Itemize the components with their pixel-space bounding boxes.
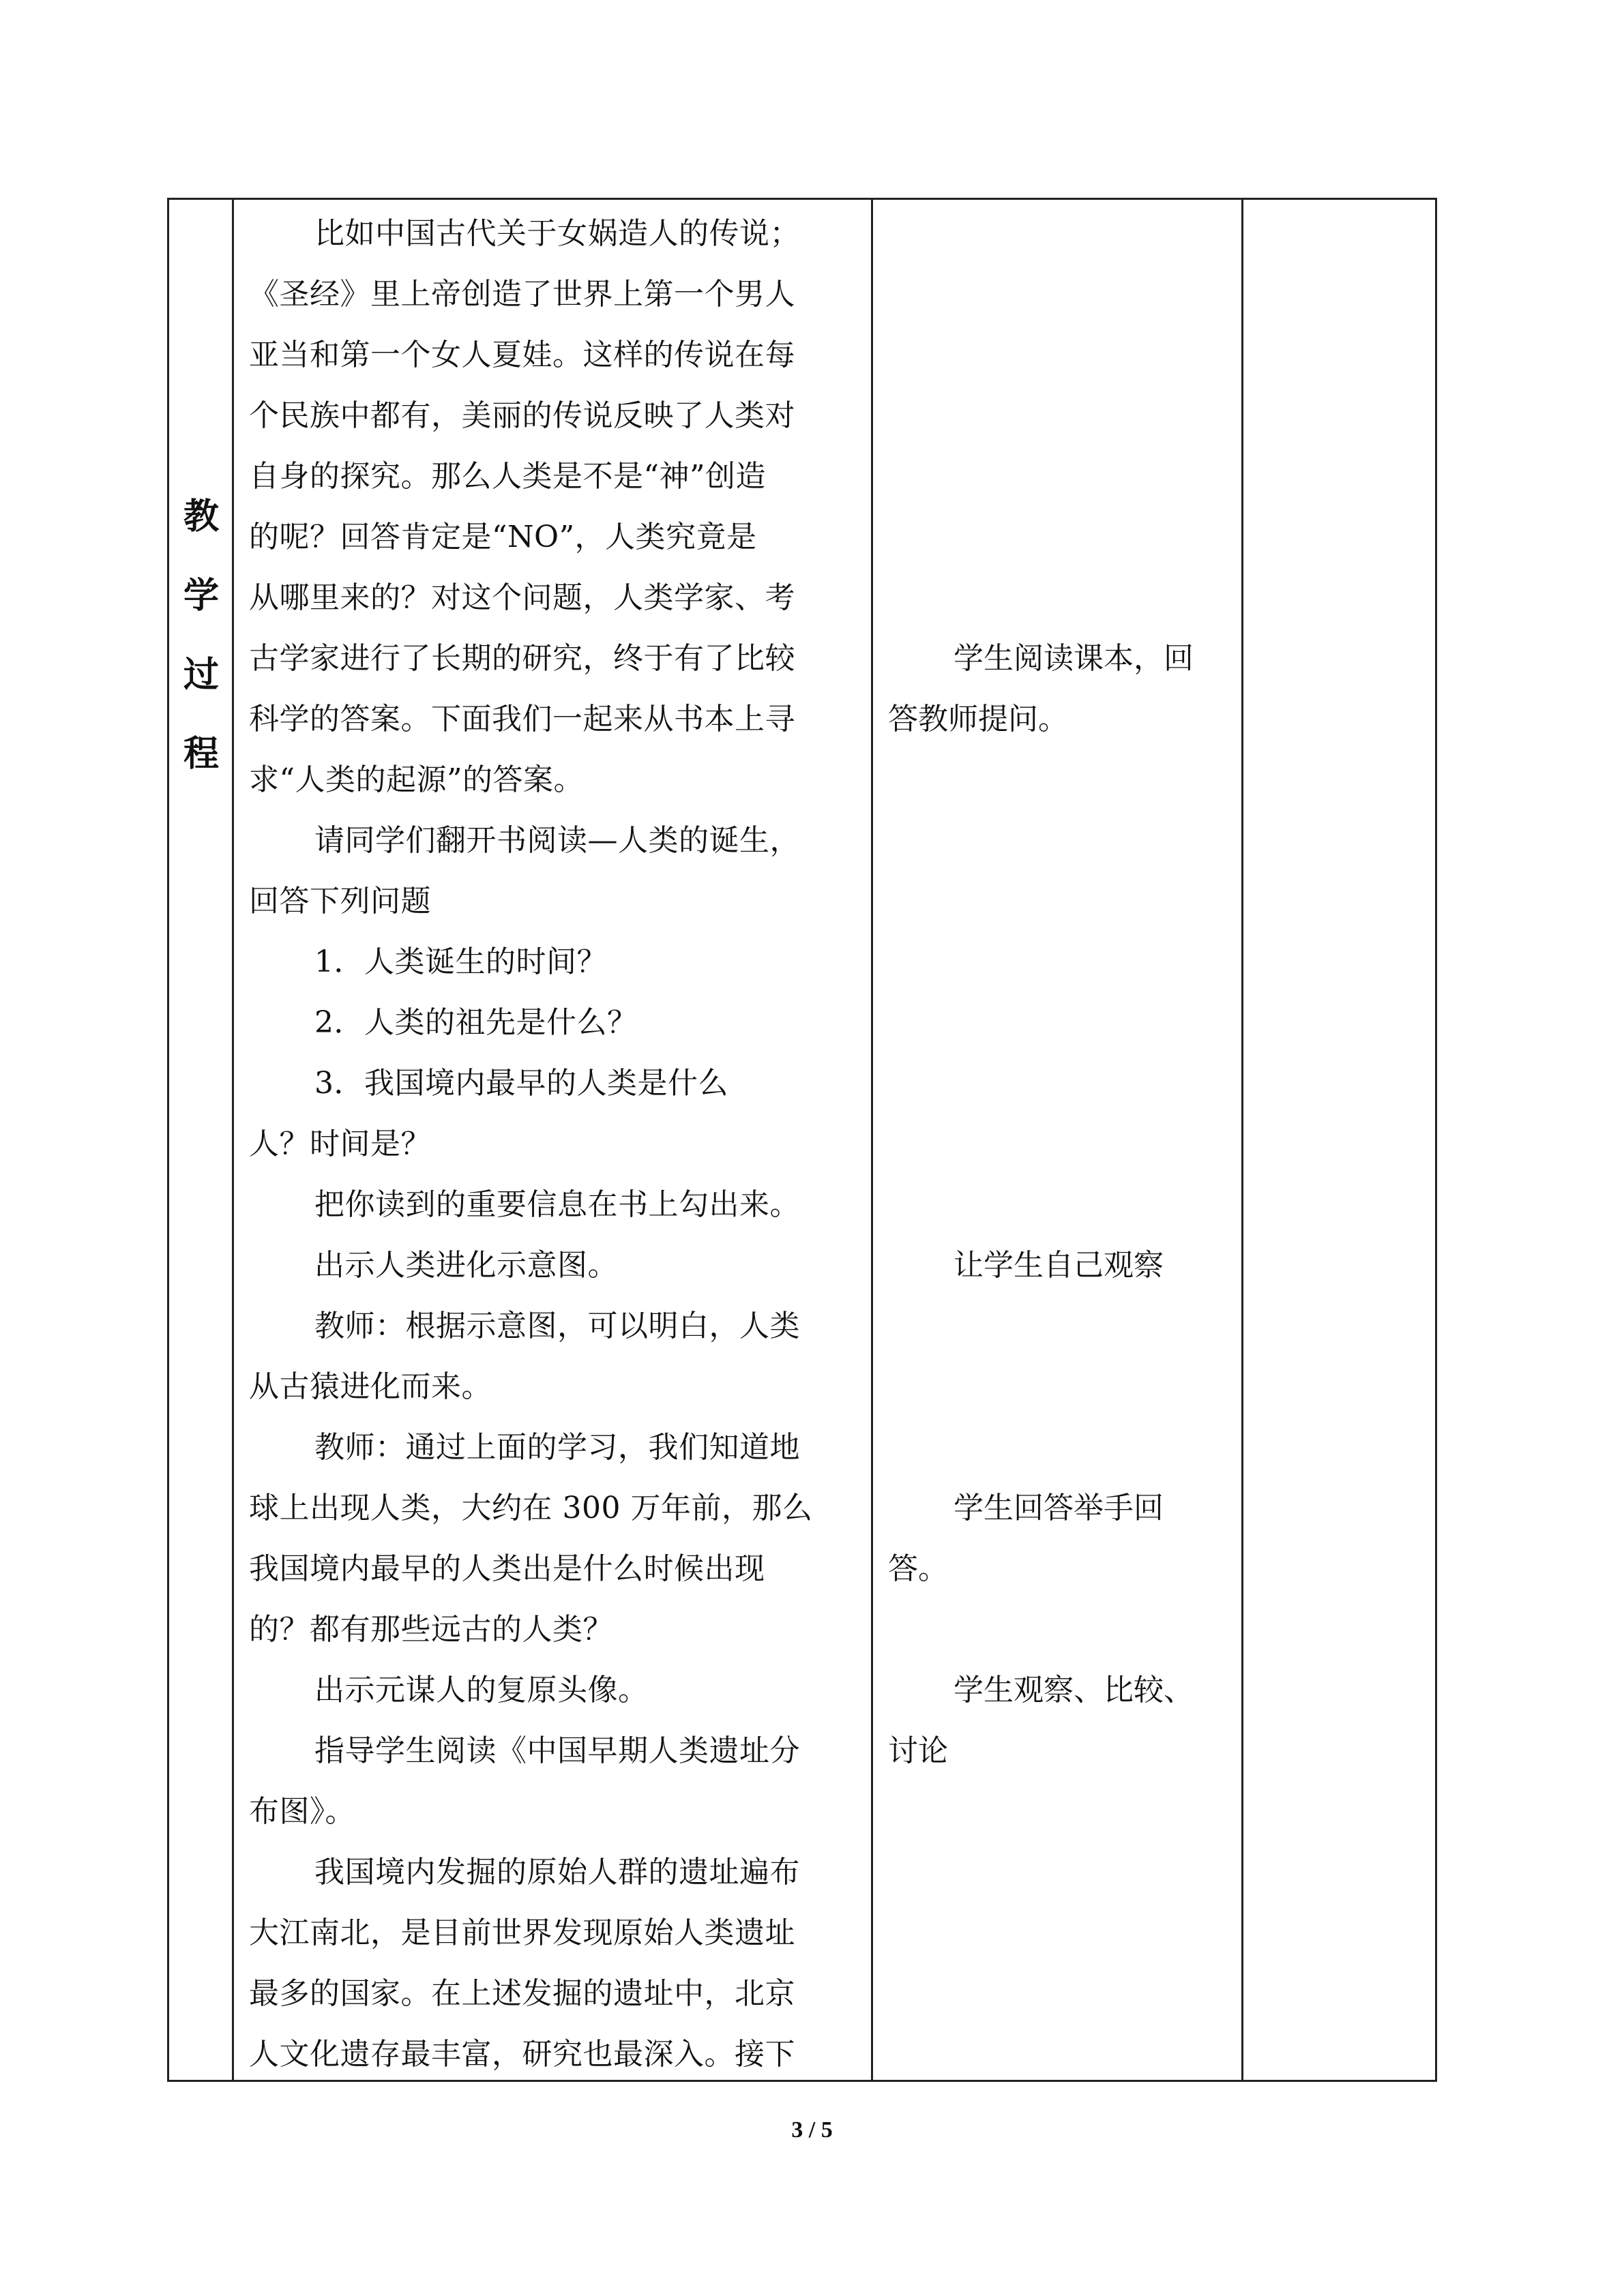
student-note-spacer: [888, 264, 1194, 325]
student-note-spacer: [888, 567, 1194, 628]
student-note-spacer: [888, 992, 1194, 1053]
student-note-spacer: [888, 2024, 1194, 2085]
content-line: 人文化遗存最丰富，研究也最深入。接下: [249, 2037, 795, 2072]
content-line: 指导学生阅读《中国早期人类遗址分: [314, 1733, 800, 1768]
student-note-line: 答。: [888, 1551, 948, 1586]
student-note-spacer: [888, 203, 1194, 264]
content-line: 的？都有那些远古的人类？: [249, 1612, 613, 1647]
student-note-spacer: [888, 1356, 1194, 1417]
teaching-content: [249, 203, 812, 2085]
section-label: [168, 477, 234, 794]
content-line: 教师：通过上面的学习，我们知道地: [314, 1430, 800, 1465]
section-label-char: 程: [183, 734, 219, 775]
student-activity: [888, 203, 1194, 2085]
content-line: 回答下列问题: [249, 884, 431, 919]
content-line: 1．人类诞生的时间？: [314, 944, 607, 979]
content-line: 布图》。: [249, 1794, 355, 1829]
student-note-spacer: [888, 325, 1194, 385]
section-label-char: 教: [183, 496, 219, 537]
content-line: 亚当和第一个女人夏娃。这样的传说在每: [249, 338, 795, 372]
student-note-line: 答教师提问。: [888, 702, 1068, 736]
content-line: 我国境内发掘的原始人群的遗址遍布: [314, 1855, 800, 1890]
section-label-char: 过: [183, 655, 219, 696]
student-note-spacer: [888, 507, 1194, 567]
content-line: 球上出现人类，大约在 300 万年前，那么: [249, 1491, 813, 1525]
content-line: 2．人类的祖先是什么？: [314, 1005, 638, 1040]
content-line: 比如中国古代关于女娲造人的传说；: [314, 216, 800, 251]
student-note-spacer: [888, 1174, 1194, 1235]
table-divider-3: [1241, 198, 1243, 2082]
student-note-spacer: [888, 931, 1194, 992]
student-note-spacer: [888, 1842, 1194, 1903]
student-note-line: 学生观察、比较、: [954, 1673, 1194, 1708]
student-note-spacer: [888, 1781, 1194, 1842]
student-note-spacer: [888, 1903, 1194, 1963]
content-line: 科学的答案。下面我们一起来从书本上寻: [249, 702, 795, 736]
student-note-spacer: [888, 385, 1194, 446]
student-note-line: 让学生自己观察: [954, 1248, 1164, 1283]
student-note-line: 学生阅读课本，回: [954, 641, 1194, 676]
content-line: 请同学们翻开书阅读—人类的诞生，: [314, 823, 800, 858]
content-line: 古学家进行了长期的研究，终于有了比较: [249, 641, 795, 676]
student-note-spacer: [888, 1417, 1194, 1478]
content-line: 从哪里来的？对这个问题，人类学家、考: [249, 580, 795, 615]
student-note-spacer: [888, 871, 1194, 931]
content-line: 我国境内最早的人类出是什么时候出现: [249, 1551, 765, 1586]
student-note-spacer: [888, 446, 1194, 507]
student-note-spacer: [888, 1599, 1194, 1660]
content-line: 教师：根据示意图，可以明白，人类: [314, 1309, 800, 1343]
section-label-char: 学: [183, 576, 219, 616]
content-line: 求“人类的起源”的答案。: [249, 762, 584, 797]
student-note-spacer: [888, 1053, 1194, 1114]
content-line: 出示元谋人的复原头像。: [314, 1673, 649, 1708]
content-line: 把你读到的重要信息在书上勾出来。: [314, 1187, 800, 1222]
student-note-spacer: [888, 749, 1194, 810]
content-line: 自身的探究。那么人类是不是“神”创造: [249, 459, 766, 494]
content-line: 人？时间是？: [249, 1127, 431, 1161]
content-line: 从古猿进化而来。: [249, 1369, 492, 1404]
student-note-line: 学生回答举手回: [954, 1491, 1164, 1525]
student-note-spacer: [888, 1114, 1194, 1174]
page-number: 3 / 5: [791, 2117, 833, 2143]
content-line: 个民族中都有，美丽的传说反映了人类对: [249, 398, 795, 433]
content-line: 出示人类进化示意图。: [314, 1248, 618, 1283]
student-note-spacer: [888, 810, 1194, 871]
content-line: 最多的国家。在上述发掘的遗址中，北京: [249, 1976, 795, 2011]
student-note-spacer: [888, 1296, 1194, 1356]
student-note-spacer: [888, 1963, 1194, 2024]
content-line: 3．我国境内最早的人类是什么: [314, 1066, 728, 1101]
content-line: 《圣经》里上帝创造了世界上第一个男人: [249, 277, 795, 312]
content-line: 的呢？回答肯定是“NO”，人类究竟是: [249, 520, 757, 554]
content-line: 大江南北，是目前世界发现原始人类遗址: [249, 1915, 795, 1950]
table-divider-2: [871, 198, 873, 2082]
student-note-line: 讨论: [888, 1733, 948, 1768]
